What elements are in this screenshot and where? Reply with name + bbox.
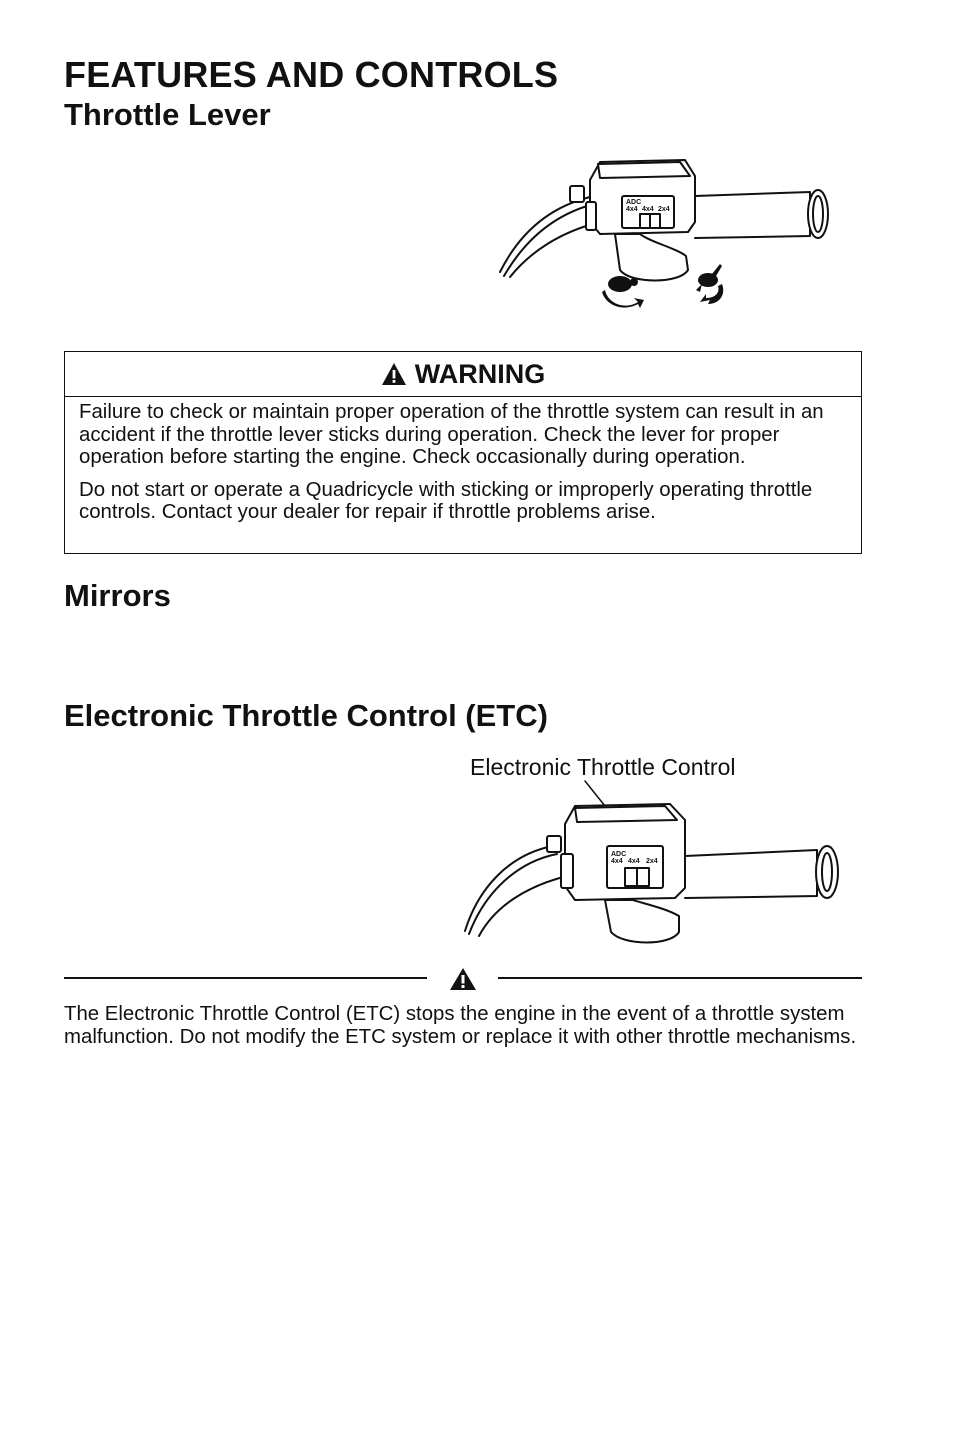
throttle-lever-heading: Throttle Lever xyxy=(64,97,271,132)
caution-rule-left xyxy=(64,977,427,979)
warning-triangle-icon xyxy=(381,362,407,386)
turtle-icon xyxy=(602,276,644,308)
switch-label-4x4-a: 4x4 xyxy=(611,858,623,865)
switch-label-4x4-b: 4x4 xyxy=(628,858,640,865)
warning-triangle-icon xyxy=(449,967,477,991)
switch-label-2x4: 2x4 xyxy=(658,206,670,213)
warning-paragraph: Failure to check or maintain proper operation of the throttle system can result in an accident if the throttle lever sticks during operation. Check the lever for proper operation before starting the engine. Check occasionally during operation. xyxy=(79,401,824,469)
switch-label-2x4: 2x4 xyxy=(646,858,658,865)
warning-label: WARNING xyxy=(414,358,546,389)
rabbit-icon xyxy=(696,264,723,304)
warning-body xyxy=(65,397,861,524)
etc-illustration xyxy=(455,776,850,951)
switch-label-adc: ADC xyxy=(626,199,642,206)
caution-rule-right xyxy=(498,977,862,979)
warning-box xyxy=(64,351,862,554)
warning-paragraph: Do not start or operate a Quadricycle with sticking or improperly operating throttle controls. Contact your dealer for repair if throttle problems arise. xyxy=(79,478,813,524)
page-title: FEATURES AND CONTROLS xyxy=(64,54,559,95)
throttle-lever-illustration xyxy=(490,152,840,317)
mirrors-heading: Mirrors xyxy=(64,578,171,613)
warning-header xyxy=(65,352,861,397)
etc-callout-label: Electronic Throttle Control xyxy=(470,754,736,780)
etc-body-text: The Electronic Throttle Control (ETC) stops the engine in the event of a throttle system malfunction. Do not modify the ETC system or replace it with other throttle mechanisms. xyxy=(64,1003,857,1048)
etc-heading: Electronic Throttle Control (ETC) xyxy=(64,698,548,733)
switch-label-adc: ADC xyxy=(611,851,627,858)
switch-label-4x4-a: 4x4 xyxy=(626,206,638,213)
switch-label-4x4-b: 4x4 xyxy=(642,206,654,213)
